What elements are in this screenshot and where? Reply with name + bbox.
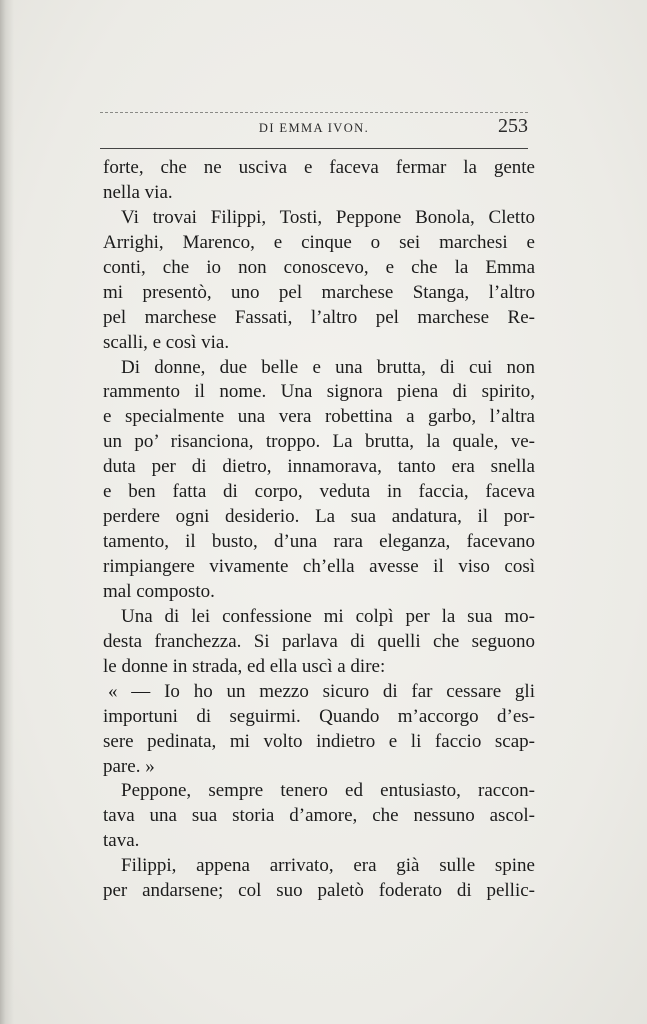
text-line: perdere ogni desiderio. La sua andatura, il por-	[103, 506, 535, 528]
text-line: Vi trovai Filippi, Tosti, Peppone Bonola, Cletto	[121, 206, 535, 228]
text-line: tava una sua storia d’amore, che nessuno ascol-	[103, 805, 535, 827]
page-binding-edge	[0, 0, 14, 1024]
body-text	[103, 156, 535, 904]
text-line: desta franchezza. Si parlava di quelli che seguono	[103, 630, 535, 652]
text-line: nella via.	[103, 181, 173, 203]
page-number: 253	[498, 115, 528, 137]
header-rule-top	[100, 112, 528, 113]
text-line: conti, che io non conoscevo, e che la Emma	[103, 256, 535, 278]
text-line: Arrighi, Marenco, e cinque o sei marchesi e	[103, 231, 535, 253]
text-line: Una di lei confessione mi colpì per la sua mo-	[121, 605, 535, 627]
text-line: mal composto.	[103, 580, 215, 602]
text-line: « — Io ho un mezzo sicuro di far cessare gli	[108, 680, 535, 702]
page-header	[100, 112, 528, 152]
text-line: scalli, e così via.	[103, 331, 230, 353]
text-line: tava.	[103, 830, 140, 852]
text-line: le donne in strada, ed ella uscì a dire:	[103, 655, 386, 677]
text-line: un po’ risanciona, troppo. La brutta, la quale, ve-	[103, 431, 535, 453]
text-line: pare. »	[103, 755, 155, 777]
text-line: rammento il nome. Una signora piena di spirito,	[103, 381, 535, 403]
text-line: sere pedinata, mi volto indietro e li faccio scap-	[103, 730, 535, 752]
header-rule-bottom	[100, 148, 528, 149]
text-line: duta per di dietro, innamorava, tanto era snella	[103, 456, 535, 478]
text-line: pel marchese Fassati, l’altro pel marchese Re-	[103, 306, 535, 328]
text-line: forte, che ne usciva e faceva fermar la gente	[103, 157, 535, 178]
text-line: importuni di seguirmi. Quando m’accorgo d’es-	[103, 705, 535, 727]
text-line: Filippi, appena arrivato, era già sulle spine	[121, 855, 535, 877]
text-line: rimpiangere vivamente ch’ella avesse il viso così	[103, 556, 535, 577]
text-line: per andarsene; col suo paletò foderato di pellic-	[103, 880, 535, 902]
text-line: e specialmente una vera robettina a garbo, l’altra	[103, 406, 535, 428]
running-head: DI EMMA IVON.	[258, 121, 370, 135]
text-line: tamento, il busto, d’una rara eleganza, facevano	[103, 531, 535, 553]
text-line: e ben fatta di corpo, veduta in faccia, faceva	[103, 481, 535, 503]
text-line: Peppone, sempre tenero ed entusiasto, raccon-	[121, 780, 535, 802]
text-line: Di donne, due belle e una brutta, di cui non	[121, 356, 535, 378]
text-line: mi presentò, uno pel marchese Stanga, l’altro	[103, 281, 535, 303]
